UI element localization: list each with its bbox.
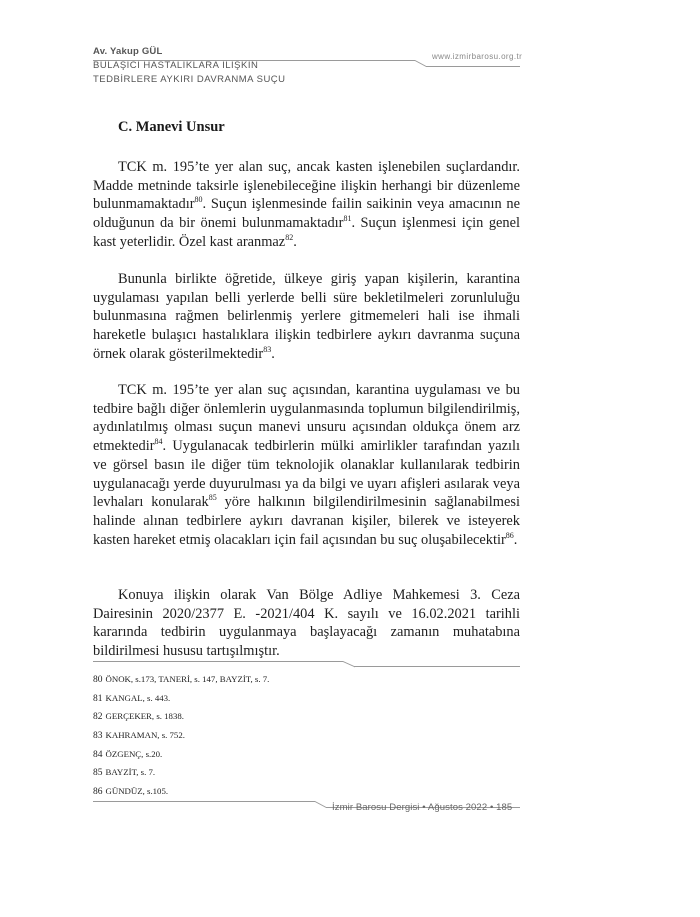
footnote-number: 82: [93, 712, 103, 723]
footnote-item: [93, 763, 520, 782]
text-run: .: [271, 345, 275, 362]
footnote-text: KANGAL, s. 443.: [105, 692, 171, 703]
footer-rule: [93, 801, 315, 802]
header-rule: [93, 60, 415, 61]
footnote-text: GERÇEKER, s. 1838.: [105, 711, 184, 722]
footnote-item: [93, 745, 520, 764]
footnote-rule-right: [354, 666, 520, 667]
footnote-item: [93, 670, 520, 689]
footnote-ref: 80: [194, 195, 203, 205]
text-run: .: [293, 233, 297, 250]
footnote-text: BAYZİT, s. 7.: [105, 767, 156, 778]
text-run: .: [513, 531, 518, 548]
footnote-number: 83: [93, 731, 103, 742]
footnote-rule: [93, 661, 343, 662]
author-name: Av. Yakup GÜL: [93, 46, 163, 57]
text-run: . Suçun işlenmesi için genel kast yeterlidir. Özel kast aranmaz: [93, 215, 520, 250]
footnote-ref: 82: [285, 233, 294, 243]
footnote-number: 86: [93, 787, 103, 798]
footnotes-list: [93, 670, 520, 801]
running-title-line-2: TEDBİRLERE AYKIRI DAVRANMA SUÇU: [93, 74, 286, 85]
footnote-ref: 84: [154, 437, 163, 447]
footnote-text: KAHRAMAN, s. 752.: [105, 730, 185, 741]
footnote-number: 80: [93, 675, 103, 685]
paragraph-4: [93, 586, 520, 661]
footnote-item: [93, 707, 520, 726]
text-run: Konuya ilişkin olarak Van Bölge Adliye Mahkemesi 3. Ceza Dairesinin 2020/2377 E. -2021/404 K. sayılı ve 16.02.2021 tarihli kararında tedbirin uygulanmaya başlayacağı zamanın muhatabına bildirilmesi hususu tartışılmıştır.: [93, 587, 520, 660]
footnote-number: 84: [93, 749, 103, 760]
running-title-line-1: BULAŞICI HASTALIKLARA İLİŞKİN: [93, 60, 259, 71]
footnote-ref: 85: [208, 493, 217, 503]
text-run: TCK m. 195’te yer alan suç açısından, karantina uygulaması ve bu tedbire bağlı diğer önlemlerin uygulanmasında toplumun bilgilendirilmiş, aydınlatılmış olması suçun manevi unsuru açısından oldukça önem arz etmektedir: [93, 382, 520, 455]
header-rule-step: [415, 60, 426, 67]
footnote-ref: 81: [343, 214, 352, 224]
text-run: yöre halkının bilgilendirilmesinin sağlanabilmesi halinde alınan tedbirlere aykırı davranan kişiler, bilerek ve isteyerek kasten hareket etmiş olacakları için fail açısından bu suç oluşabilecektir: [93, 494, 520, 548]
paragraph-3: [93, 381, 520, 549]
footnote-number: 81: [93, 693, 103, 704]
footer-rule-step: [315, 801, 326, 808]
journal-footer: İzmir Barosu Dergisi • Ağustos 2022 • 185: [332, 802, 513, 813]
text-run: . Uygulanacak tedbirlerin mülki amirlikler tarafından yazılı ve görsel basın ile diğer tüm teknolojik olanaklar kullanılarak tedbirin uygulanacağı yerde duyurulması ya da bilgi ve uyarı afişleri asılarak veya levhaları konularak: [93, 438, 520, 511]
paragraph-1: [93, 158, 520, 252]
footnote-text: ÖNOK, s.173, TANERİ, s. 147, BAYZİT, s. 7.: [105, 674, 270, 684]
footnote-item: [93, 689, 520, 708]
section-title: C. Manevi Unsur: [118, 119, 225, 135]
footnote-text: ÖZGENÇ, s.20.: [105, 748, 163, 759]
header-url: www.izmirbarosu.org.tr: [432, 52, 523, 61]
paragraph-2: [93, 270, 520, 364]
text-run: . Suçun işlenmesinde failin saikinin veya amacının ne olduğunun da bir önemi bulunmamaktadır: [93, 196, 520, 232]
footnote-item: [93, 726, 520, 745]
text-run: TCK m. 195’te yer alan suç, ancak kasten işlenebilen suçlardandır. Madde metninde taksirle işlenebileceğine ilişkin herhangi bir düzenleme bulunmamaktadır: [93, 159, 520, 213]
footnote-ref: 83: [263, 345, 272, 355]
footnote-number: 85: [93, 768, 103, 779]
footnote-ref: 86: [505, 530, 514, 540]
text-run: Bununla birlikte öğretide, ülkeye giriş yapan kişilerin, karantina uygulaması yapılan belli yerlerde belli süre bekletilmeleri zorunluluğu bulunmasına rağmen belirlenmiş yerlere gitmemeleri hali ise ihmali hareketle bulaşıcı hastalıklara ilişkin tedbirlere aykırı davranma suçuna örnek olarak gösterilmektedir: [93, 271, 520, 362]
header-rule-right: [426, 66, 520, 67]
footnote-item: [93, 782, 520, 801]
footnote-text: GÜNDÜZ, s.105.: [105, 786, 169, 797]
